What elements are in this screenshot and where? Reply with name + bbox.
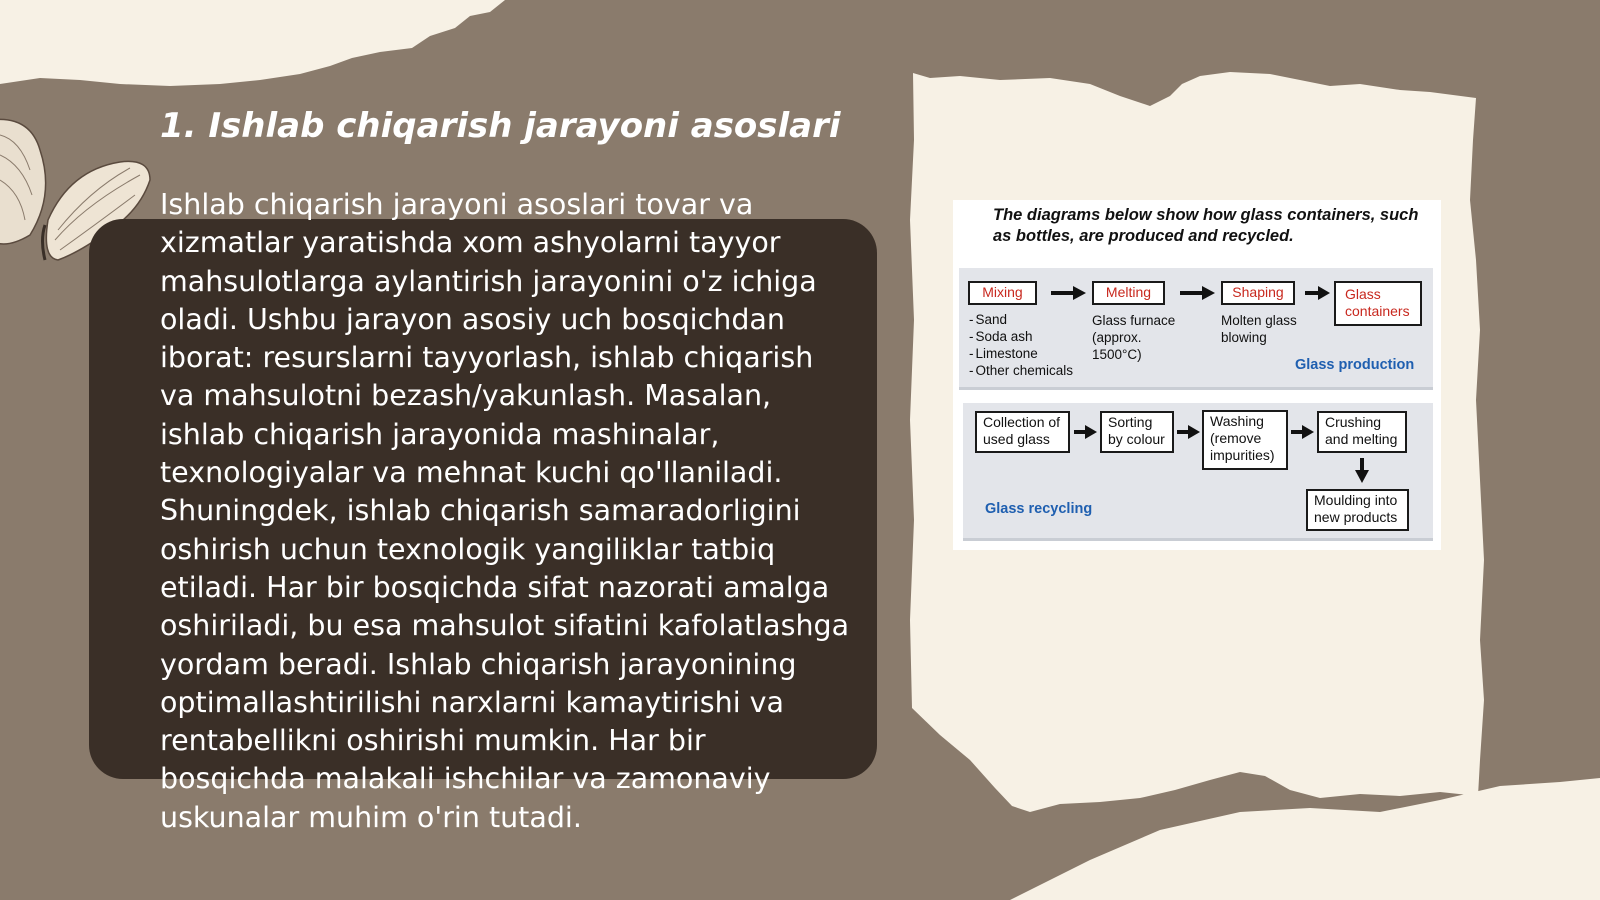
slide-title: 1. Ishlab chiqarish jarayoni asoslari (160, 106, 841, 146)
step-sorting: Sorting by colour (1100, 411, 1174, 453)
arrow-right-icon (1177, 424, 1201, 440)
arrow-right-icon (1180, 285, 1216, 301)
glass-production-band (959, 268, 1433, 390)
ingredient-item: - Other chemicals (969, 362, 1073, 379)
glass-process-diagram (953, 200, 1441, 550)
glass-production-label: Glass production (1295, 357, 1415, 373)
glass-recycling-band (963, 403, 1433, 541)
ingredient-item: - Limestone (969, 345, 1073, 362)
ingredient-list (969, 311, 1073, 379)
melting-caption: Glass furnace (approx. 1500°C) (1092, 313, 1176, 362)
arrow-right-icon (1305, 285, 1331, 301)
ingredient-item: - Soda ash (969, 328, 1073, 345)
step-shaping: Shaping (1221, 281, 1295, 305)
step-washing: Washing (remove impurities) (1202, 410, 1288, 470)
step-moulding: Moulding into new products (1306, 489, 1409, 531)
arrow-right-icon (1074, 424, 1098, 440)
top-left-torn-paper (0, 0, 505, 86)
glass-recycling-label: Glass recycling (985, 501, 1093, 517)
slide-body-text: Ishlab chiqarish jarayoni asoslari tovar va xizmatlar yaratishda xom ashyolarni tayyor mahsulotlarga aylantirish jarayonini o'z ichiga oladi. Ushbu jarayon asosiy uch bosqichdan iborat: resurslarni tayyorlash, ishlab chiqarish va mahsulotni bezash/yakunlash. Masalan, ishlab chiqarish jarayonida mashinalar, texnologiyalar va mehnat kuchi qo'llaniladi. Shuningdek, ishlab chiqarish samaradorligini oshirish uchun texnologik yangiliklar tatbiq etiladi. Har bir bosqichda sifat nazorati amalga oshiriladi, bu esa mahsulot sifatini kafolatlashga yordam beradi. Ishlab chiqarish jarayonining optimallashtirilishi narxlarni kamaytirishi va rentabellikni oshirishi mumkin. Har bir bosqichda malakali ishchilar va zamonaviy uskunalar muhim o'rin tutadi. (160, 188, 850, 834)
step-mixing: Mixing (968, 281, 1037, 305)
step-glass-containers: Glass containers (1334, 281, 1422, 326)
step-crushing: Crushing and melting (1317, 411, 1407, 453)
step-collection: Collection of used glass (975, 411, 1070, 453)
arrow-right-icon (1291, 424, 1315, 440)
step-melting: Melting (1092, 281, 1165, 305)
shaping-caption: Molten glass blowing (1221, 313, 1297, 345)
ingredient-item: - Sand (969, 311, 1073, 328)
arrow-right-icon (1051, 285, 1087, 301)
diagram-heading: The diagrams below show how glass containers, such as bottles, are produced and recycled. (993, 206, 1419, 245)
arrow-down-icon (1354, 458, 1370, 484)
